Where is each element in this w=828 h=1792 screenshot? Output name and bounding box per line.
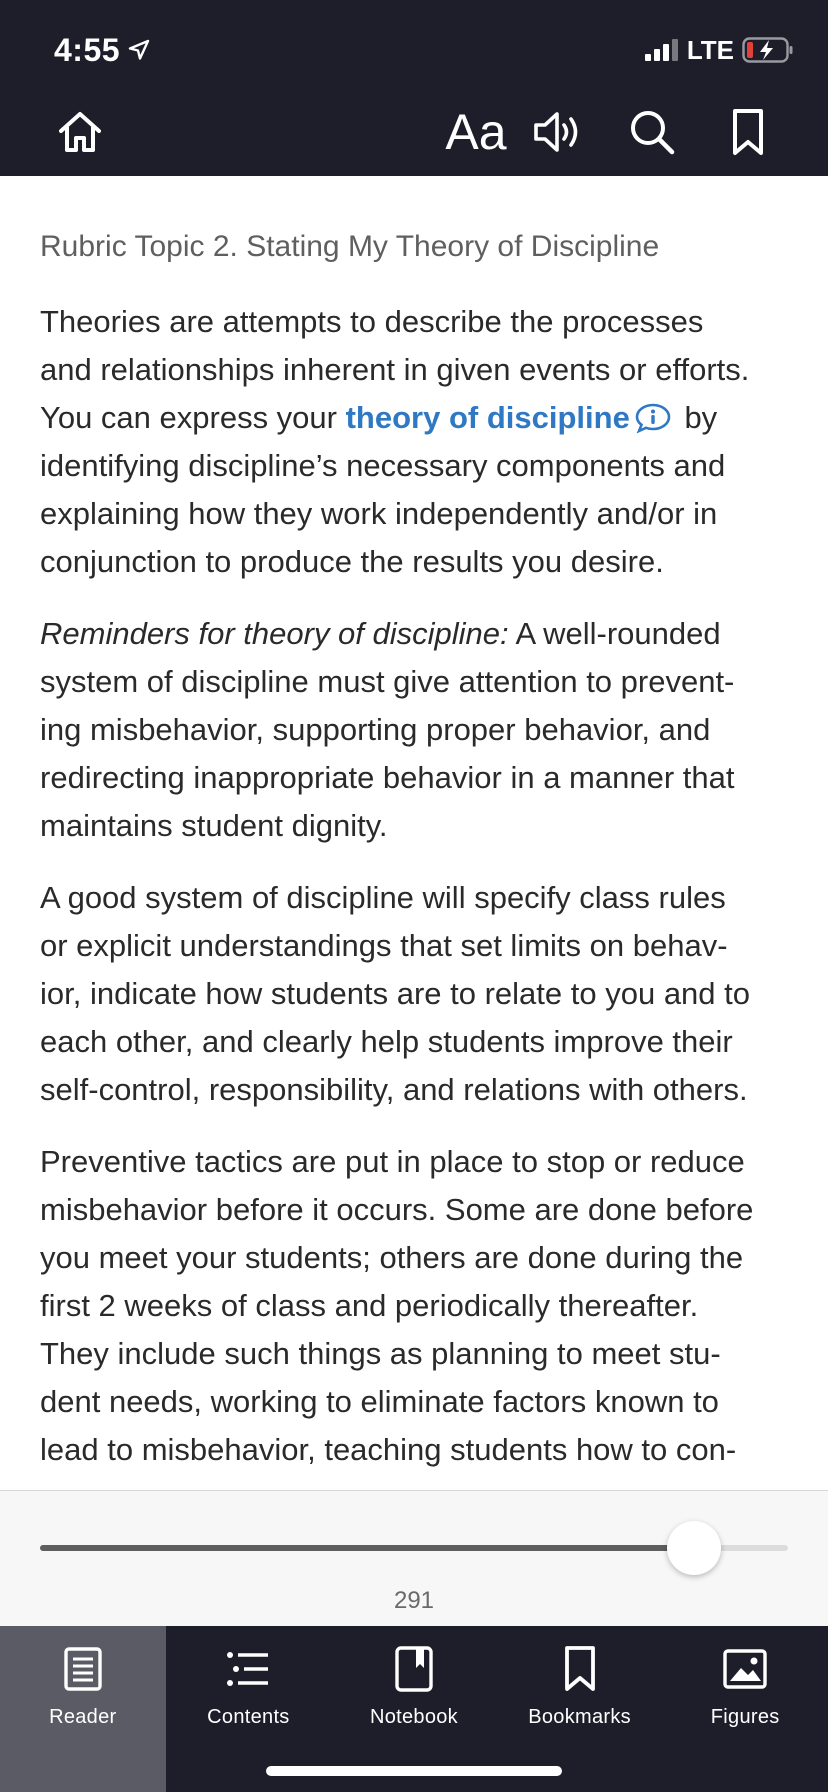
text-line <box>40 610 800 658</box>
location-arrow-icon <box>128 39 150 61</box>
glossary-link-theory-of-discipline[interactable]: theory of discipline <box>345 400 630 435</box>
text-segment: A well-rounded <box>508 616 721 651</box>
font-settings-label: Aa <box>445 104 507 160</box>
battery-charging-icon <box>742 37 794 63</box>
speaker-icon <box>532 108 584 156</box>
text-line: or explicit understandings that set limits on behav- <box>40 928 728 963</box>
bookmarks-icon <box>563 1645 597 1693</box>
paragraph-reminders <box>40 610 800 850</box>
text-line: conjunction to produce the results you desire. <box>40 544 664 579</box>
status-time: 4:55 <box>54 31 121 68</box>
bookmark-page-button[interactable] <box>720 100 776 164</box>
text-line: identifying discipline’s necessary components and <box>40 448 726 483</box>
italic-lead: Reminders for theory of discipline: <box>40 616 509 651</box>
text-line: They include such things as planning to meet stu- <box>40 1336 721 1371</box>
text-line: you meet your students; others are done during the <box>40 1240 744 1275</box>
reader-icon <box>63 1646 103 1692</box>
text-segment: by <box>675 400 718 435</box>
paragraph-theories <box>40 298 800 586</box>
text-line: explaining how they work independently and/or in <box>40 496 718 531</box>
tab-label: Reader <box>49 1706 117 1728</box>
page-number: 291 <box>393 1587 435 1614</box>
home-icon <box>56 108 104 156</box>
text-line: misbehavior before it occurs. Some are done before <box>40 1192 754 1227</box>
page-slider-thumb[interactable] <box>667 1521 721 1575</box>
page-navigator <box>0 1490 828 1626</box>
home-indicator <box>266 1766 562 1776</box>
text-line: A good system of discipline will specify class rules <box>40 880 726 915</box>
font-settings-button[interactable] <box>428 100 524 164</box>
tab-label: Figures <box>710 1706 780 1728</box>
text-line: redirecting inappropriate behavior in a manner that <box>40 760 735 795</box>
text-line: first 2 weeks of class and periodically thereafter. <box>40 1288 699 1323</box>
status-right <box>645 28 794 72</box>
text-line-with-link <box>40 394 800 442</box>
network-type: LTE <box>686 34 734 65</box>
top-bar <box>0 0 828 176</box>
text-line: self-control, responsibility, and relations with others. <box>40 1072 748 1107</box>
tab-label: Notebook <box>369 1706 458 1728</box>
text-line: ing misbehavior, supporting proper behavior, and <box>40 712 711 747</box>
search-button[interactable] <box>622 100 682 164</box>
page-slider-fill <box>40 1545 694 1551</box>
bookmark-icon <box>728 107 768 157</box>
text-line: lead to misbehavior, teaching students how to con- <box>40 1432 737 1467</box>
clipped-previous-line <box>40 176 49 190</box>
reader-content[interactable] <box>0 176 828 1490</box>
text-line: maintains student dignity. <box>40 808 388 843</box>
text-line: Preventive tactics are put in place to stop or reduce <box>40 1144 745 1179</box>
figures-image-icon <box>722 1648 768 1690</box>
text-line: Theories are attempts to describe the processes <box>40 304 704 339</box>
text-line: each other, and clearly help students improve their <box>40 1024 733 1059</box>
signal-icon <box>645 39 679 61</box>
tab-figures[interactable] <box>662 1626 828 1792</box>
text-line: dent needs, working to eliminate factors known to <box>40 1384 719 1419</box>
rubric-heading: Rubric Topic 2. Stating My Theory of Discipline <box>40 230 660 263</box>
read-aloud-button[interactable] <box>528 100 588 164</box>
status-time-group <box>54 28 150 72</box>
notebook-icon <box>394 1645 434 1693</box>
text-segment: You can express your <box>40 400 346 435</box>
search-icon <box>628 108 676 156</box>
tab-reader[interactable] <box>0 1626 166 1792</box>
text-line: ior, indicate how students are to relate to you and to <box>40 976 751 1011</box>
tab-label: Bookmarks <box>528 1706 631 1728</box>
text-line: and relationships inherent in given events or efforts. <box>40 352 750 387</box>
contents-list-icon <box>226 1649 270 1689</box>
text-line: system of discipline must give attention to prevent- <box>40 664 735 699</box>
home-button[interactable] <box>52 100 108 164</box>
definition-speech-icon[interactable] <box>634 402 672 434</box>
tab-label: Contents <box>207 1706 290 1728</box>
paragraph-preventive-tactics <box>40 1138 800 1474</box>
paragraph-good-system <box>40 874 800 1114</box>
